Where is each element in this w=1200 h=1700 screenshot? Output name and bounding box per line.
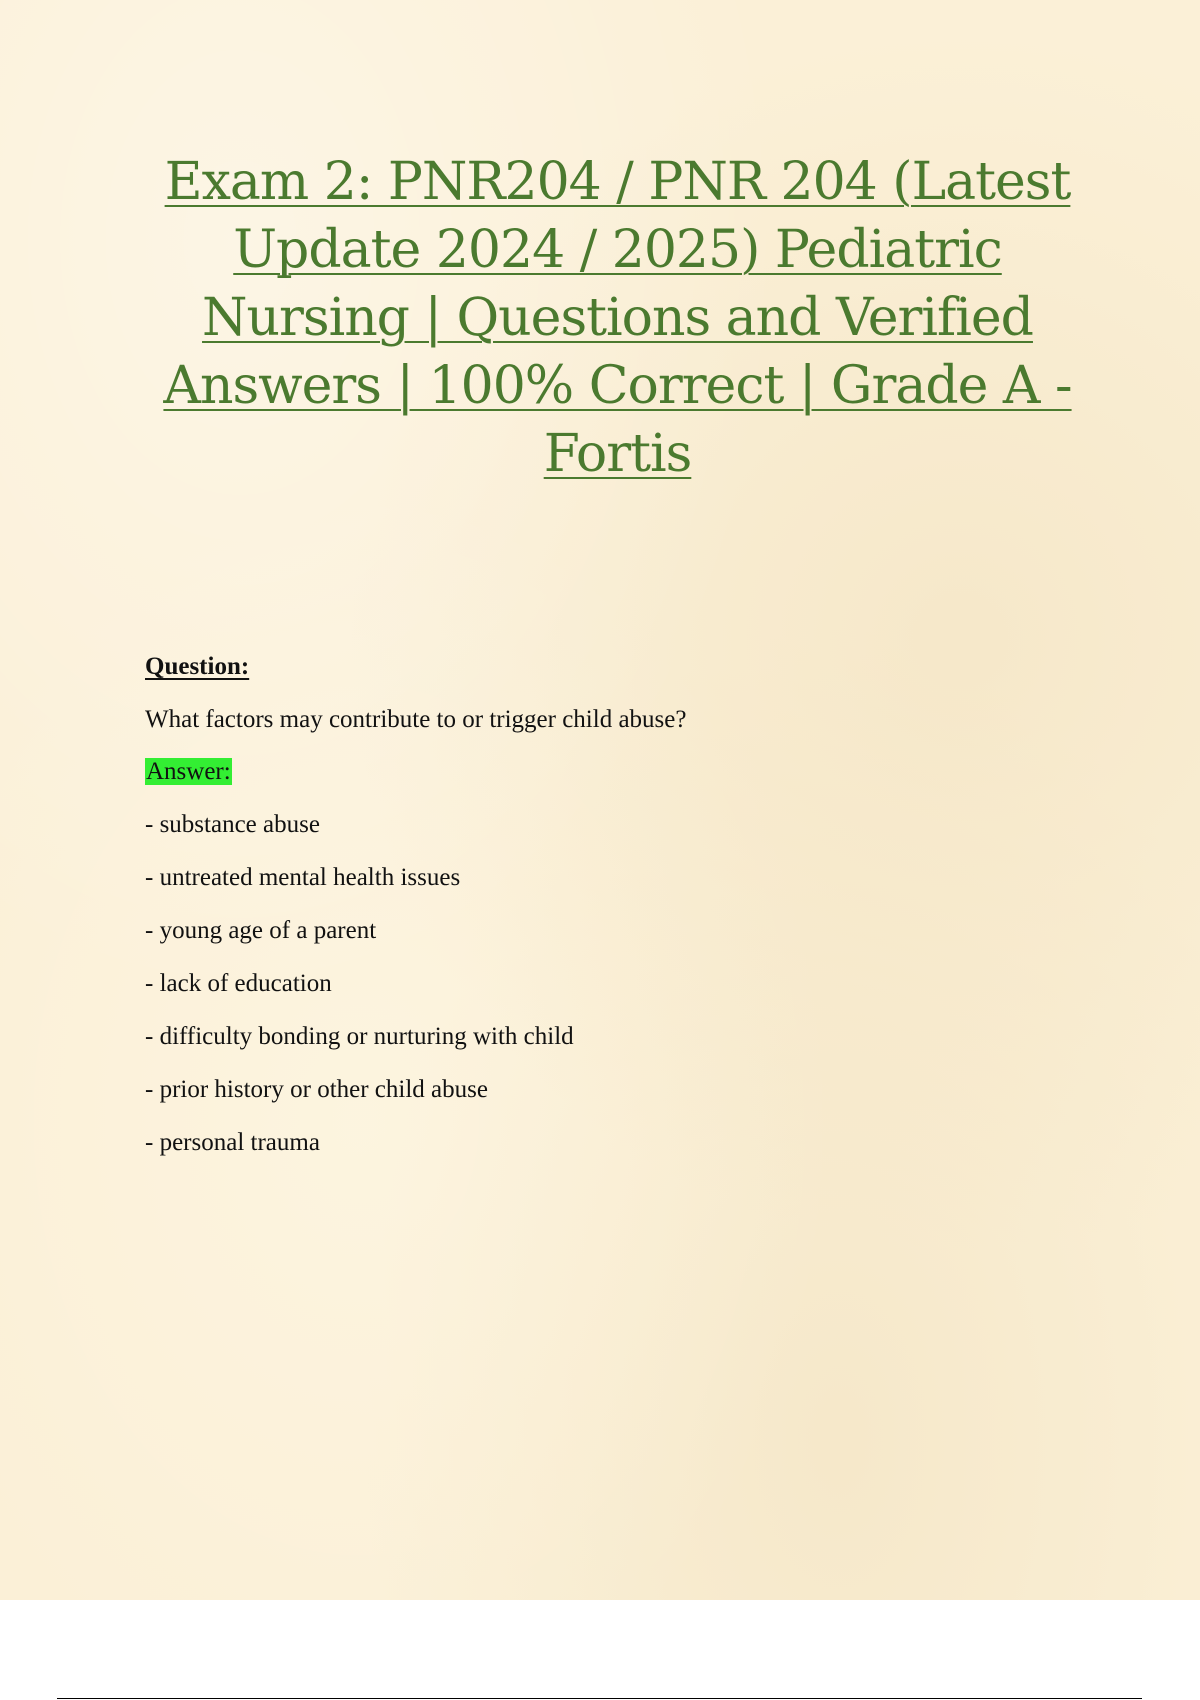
footer-divider <box>57 1698 1142 1699</box>
answer-item: - lack of education <box>145 970 332 997</box>
answer-item: - difficulty bonding or nurturing with child <box>145 1023 574 1050</box>
question-text: What factors may contribute to or trigger child abuse? <box>145 706 687 733</box>
answer-label: Answer: <box>146 758 231 785</box>
answer-item: - prior history or other child abuse <box>145 1076 488 1103</box>
answer-item: - personal trauma <box>145 1129 320 1156</box>
answer-list <box>145 798 1095 1169</box>
question-label: Question: <box>145 653 250 680</box>
answer-label-line <box>145 746 1095 798</box>
answer-item: - untreated mental health issues <box>145 864 461 891</box>
answer-item: - substance abuse <box>145 811 320 838</box>
document-title: Exam 2: PNR204 / PNR 204 (Latest Update 2024 / 2025) Pediatric Nursing | Questions and Verified Answers | 100% Correct | Grade A - Fortis <box>163 152 1072 484</box>
question-answer-block <box>145 640 1095 1169</box>
answer-item: - young age of a parent <box>145 917 377 944</box>
